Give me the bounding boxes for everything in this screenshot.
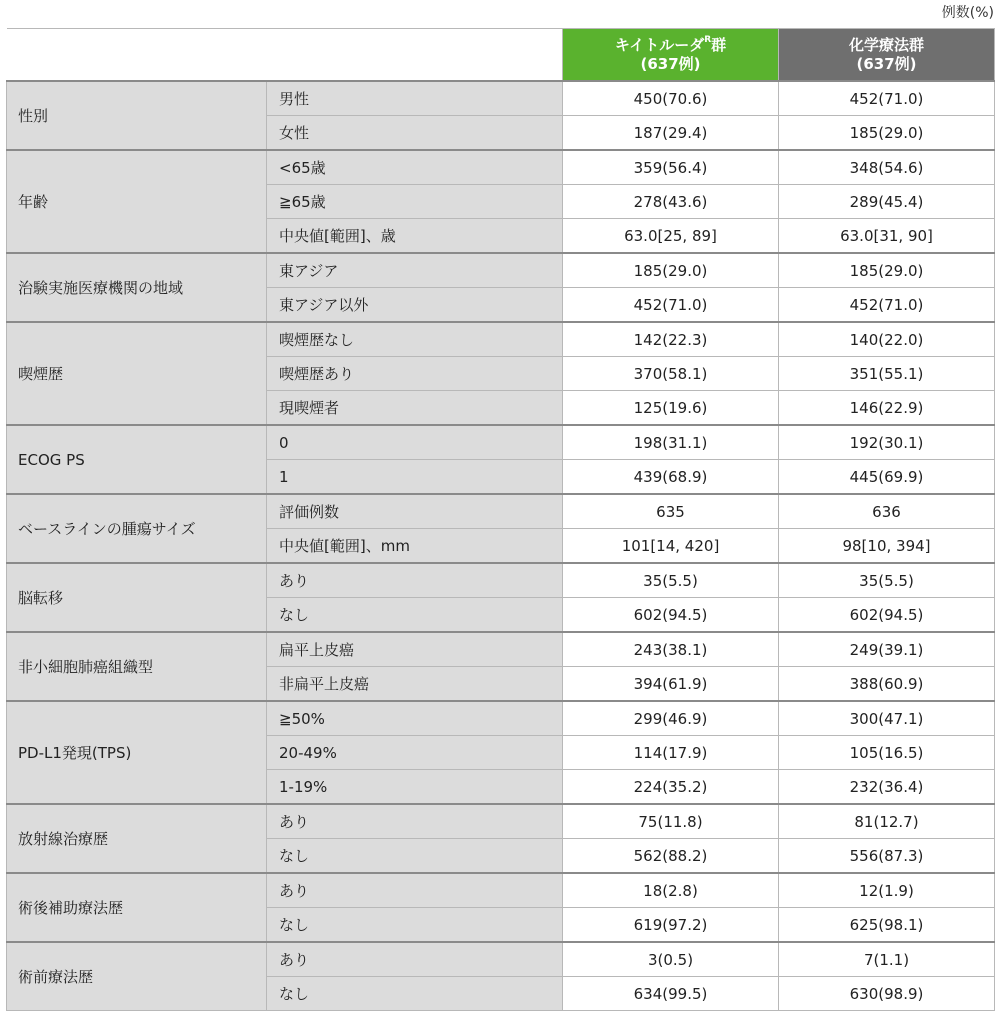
category-label: ベースラインの腫瘍サイズ: [7, 494, 267, 563]
subcategory-label: 男性: [267, 81, 563, 116]
header-chemo-group: [779, 29, 995, 82]
keytruda-value: 187(29.4): [563, 116, 779, 151]
category-label: 術後補助療法歴: [7, 873, 267, 942]
category-label: 放射線治療歴: [7, 804, 267, 873]
category-label: 術前療法歴: [7, 942, 267, 1011]
chemo-value: 146(22.9): [779, 391, 995, 426]
keytruda-value: 450(70.6): [563, 81, 779, 116]
header-blank: [7, 29, 563, 82]
table-body: [7, 81, 995, 1011]
subcategory-label: 1-19%: [267, 770, 563, 805]
keytruda-group-name: キイトルーダ: [614, 35, 705, 54]
subcategory-label: あり: [267, 873, 563, 908]
chemo-value: 185(29.0): [779, 116, 995, 151]
keytruda-value: 35(5.5): [563, 563, 779, 598]
subcategory-label: ≧65歳: [267, 185, 563, 219]
subcategory-label: あり: [267, 563, 563, 598]
keytruda-value: 299(46.9): [563, 701, 779, 736]
keytruda-value: 125(19.6): [563, 391, 779, 426]
table-header: [7, 29, 995, 82]
subcategory-label: なし: [267, 977, 563, 1011]
chemo-value: 192(30.1): [779, 425, 995, 460]
table-row: [7, 632, 995, 667]
category-label: 非小細胞肺癌組織型: [7, 632, 267, 701]
keytruda-value: 185(29.0): [563, 253, 779, 288]
keytruda-value: 452(71.0): [563, 288, 779, 323]
subcategory-label: あり: [267, 804, 563, 839]
keytruda-value: 243(38.1): [563, 632, 779, 667]
chemo-value: 35(5.5): [779, 563, 995, 598]
chemo-value: 7(1.1): [779, 942, 995, 977]
subcategory-label: 扁平上皮癌: [267, 632, 563, 667]
keytruda-value: 63.0[25, 89]: [563, 219, 779, 254]
table-row: [7, 494, 995, 529]
chemo-value: 12(1.9): [779, 873, 995, 908]
chemo-value: 452(71.0): [779, 288, 995, 323]
subcategory-label: 評価例数: [267, 494, 563, 529]
subcategory-label: 東アジア: [267, 253, 563, 288]
keytruda-value: 634(99.5): [563, 977, 779, 1011]
chemo-value: 81(12.7): [779, 804, 995, 839]
table-row: [7, 701, 995, 736]
subcategory-label: なし: [267, 908, 563, 943]
subcategory-label: 喫煙歴なし: [267, 322, 563, 357]
chemo-value: 630(98.9): [779, 977, 995, 1011]
keytruda-value: 359(56.4): [563, 150, 779, 185]
chemo-value: 98[10, 394]: [779, 529, 995, 564]
keytruda-value: 142(22.3): [563, 322, 779, 357]
table-row: [7, 804, 995, 839]
keytruda-value: 619(97.2): [563, 908, 779, 943]
subcategory-label: 中央値[範囲]、歳: [267, 219, 563, 254]
subcategory-label: 女性: [267, 116, 563, 151]
chemo-value: 185(29.0): [779, 253, 995, 288]
subcategory-label: 現喫煙者: [267, 391, 563, 426]
chemo-group-name: 化学療法群: [848, 35, 924, 54]
keytruda-value: 114(17.9): [563, 736, 779, 770]
table-row: [7, 873, 995, 908]
subcategory-label: なし: [267, 839, 563, 874]
chemo-value: 625(98.1): [779, 908, 995, 943]
chemo-value: 300(47.1): [779, 701, 995, 736]
chemo-value: 445(69.9): [779, 460, 995, 495]
subcategory-label: 20-49%: [267, 736, 563, 770]
subcategory-label: 中央値[範囲]、mm: [267, 529, 563, 564]
registered-mark: R: [704, 34, 712, 45]
chemo-value: 452(71.0): [779, 81, 995, 116]
subcategory-label: ≧50%: [267, 701, 563, 736]
subcategory-label: <65歳: [267, 150, 563, 185]
keytruda-group-n: (637例): [640, 54, 701, 73]
subcategory-label: なし: [267, 598, 563, 633]
subcategory-label: あり: [267, 942, 563, 977]
keytruda-value: 635: [563, 494, 779, 529]
subcategory-label: 東アジア以外: [267, 288, 563, 323]
header-keytruda-group: [563, 29, 779, 82]
chemo-value: 556(87.3): [779, 839, 995, 874]
table-row: [7, 253, 995, 288]
chemo-group-n: (637例): [856, 54, 917, 73]
keytruda-value: 198(31.1): [563, 425, 779, 460]
keytruda-value: 3(0.5): [563, 942, 779, 977]
table-row: [7, 563, 995, 598]
chemo-value: 249(39.1): [779, 632, 995, 667]
chemo-value: 232(36.4): [779, 770, 995, 805]
subcategory-label: 非扁平上皮癌: [267, 667, 563, 702]
subcategory-label: 0: [267, 425, 563, 460]
keytruda-group-suffix: 群: [711, 35, 727, 54]
chemo-value: 140(22.0): [779, 322, 995, 357]
table-row: [7, 322, 995, 357]
keytruda-value: 439(68.9): [563, 460, 779, 495]
keytruda-value: 278(43.6): [563, 185, 779, 219]
category-label: PD-L1発現(TPS): [7, 701, 267, 804]
chemo-value: 105(16.5): [779, 736, 995, 770]
category-label: 脳転移: [7, 563, 267, 632]
keytruda-value: 224(35.2): [563, 770, 779, 805]
keytruda-value: 18(2.8): [563, 873, 779, 908]
category-label: 年齢: [7, 150, 267, 253]
category-label: 喫煙歴: [7, 322, 267, 425]
keytruda-value: 101[14, 420]: [563, 529, 779, 564]
keytruda-value: 562(88.2): [563, 839, 779, 874]
category-label: ECOG PS: [7, 425, 267, 494]
patient-characteristics-table: [6, 28, 995, 1011]
category-label: 性別: [7, 81, 267, 150]
keytruda-value: 370(58.1): [563, 357, 779, 391]
unit-label: 例数(%): [941, 5, 994, 21]
keytruda-value: 75(11.8): [563, 804, 779, 839]
category-label: 治験実施医療機関の地域: [7, 253, 267, 322]
subcategory-label: 1: [267, 460, 563, 495]
table-row: [7, 425, 995, 460]
keytruda-value: 394(61.9): [563, 667, 779, 702]
subcategory-label: 喫煙歴あり: [267, 357, 563, 391]
chemo-value: 63.0[31, 90]: [779, 219, 995, 254]
chemo-value: 351(55.1): [779, 357, 995, 391]
chemo-value: 602(94.5): [779, 598, 995, 633]
chemo-value: 636: [779, 494, 995, 529]
chemo-value: 348(54.6): [779, 150, 995, 185]
chemo-value: 388(60.9): [779, 667, 995, 702]
table-row: [7, 81, 995, 116]
chemo-value: 289(45.4): [779, 185, 995, 219]
keytruda-value: 602(94.5): [563, 598, 779, 633]
table-row: [7, 150, 995, 185]
table-row: [7, 942, 995, 977]
